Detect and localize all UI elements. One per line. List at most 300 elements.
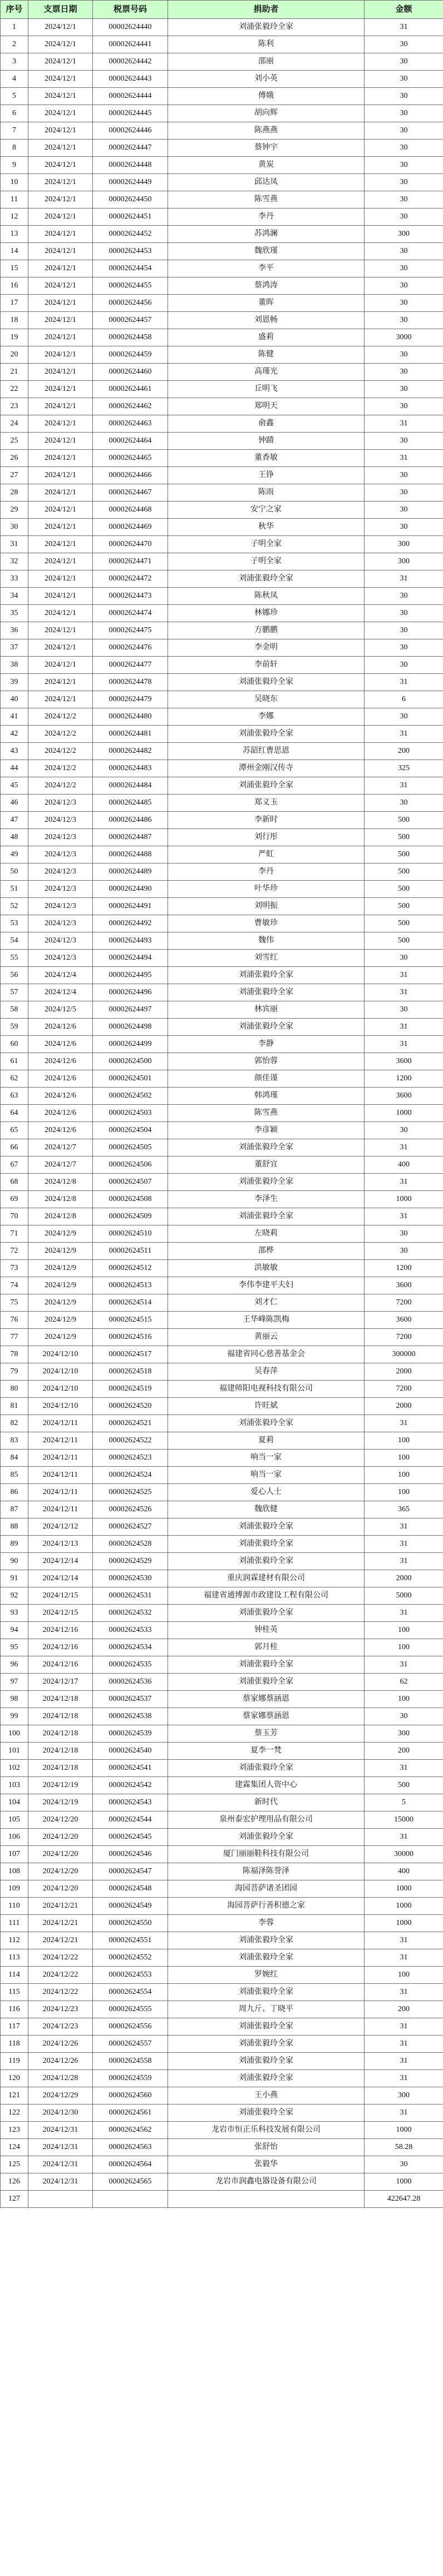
row-donor: 郑义玉 (168, 795, 365, 812)
row-date: 2024/12/1 (28, 295, 93, 312)
header-row (1, 1, 443, 19)
row-index: 53 (1, 915, 28, 932)
table-row (1, 467, 443, 484)
row-date: 2024/12/9 (28, 1312, 93, 1329)
row-amount: 31 (365, 777, 443, 795)
row-index: 69 (1, 1191, 28, 1208)
row-donor: 刘浦张毅玲全家 (168, 1949, 365, 1967)
row-date: 2024/12/21 (28, 1932, 93, 1949)
row-date: 2024/12/14 (28, 1570, 93, 1587)
row-date: 2024/12/28 (28, 2070, 93, 2087)
table-row (1, 898, 443, 915)
row-ticket: 00002624463 (93, 415, 168, 433)
row-donor: 曹敏珍 (168, 915, 365, 932)
row-date: 2024/12/1 (28, 415, 93, 433)
table-row (1, 122, 443, 140)
row-date: 2024/12/1 (28, 536, 93, 553)
row-donor: 李丹 (168, 863, 365, 881)
row-index: 18 (1, 312, 28, 329)
row-ticket: 00002624512 (93, 1260, 168, 1277)
row-amount: 31 (365, 2070, 443, 2087)
row-index: 50 (1, 863, 28, 881)
row-index: 110 (1, 1898, 28, 1915)
table-row (1, 1846, 443, 1863)
row-ticket: 00002624492 (93, 915, 168, 932)
row-date: 2024/12/1 (28, 467, 93, 484)
table-row (1, 433, 443, 450)
table-row (1, 312, 443, 329)
row-date: 2024/12/1 (28, 346, 93, 364)
row-date: 2024/12/22 (28, 1949, 93, 1967)
row-ticket: 00002624442 (93, 53, 168, 71)
row-date: 2024/12/4 (28, 967, 93, 984)
row-date: 2024/12/23 (28, 2018, 93, 2036)
row-date: 2024/12/1 (28, 88, 93, 105)
row-amount: 31 (365, 2105, 443, 2122)
row-index: 42 (1, 726, 28, 743)
row-amount: 30 (365, 519, 443, 536)
row-date: 2024/12/1 (28, 243, 93, 260)
table-row (1, 243, 443, 260)
row-index: 94 (1, 1622, 28, 1639)
row-date: 2024/12/1 (28, 209, 93, 226)
row-date: 2024/12/1 (28, 53, 93, 71)
row-donor: 福建师阳电视科技有限公司 (168, 1381, 365, 1398)
row-index: 41 (1, 708, 28, 726)
row-date: 2024/12/11 (28, 1450, 93, 1467)
row-amount: 31 (365, 450, 443, 467)
row-index: 81 (1, 1398, 28, 1415)
row-donor: 李平 (168, 260, 365, 277)
row-donor: 刘浦张毅玲全家 (168, 1984, 365, 2001)
row-index: 96 (1, 1656, 28, 1674)
row-ticket: 00002624524 (93, 1467, 168, 1484)
table-row (1, 2156, 443, 2173)
row-ticket: 00002624487 (93, 829, 168, 846)
table-row (1, 1898, 443, 1915)
row-amount: 500 (365, 915, 443, 932)
row-amount: 300000 (365, 1346, 443, 1363)
row-donor: 子明全家 (168, 553, 365, 570)
table-row (1, 2173, 443, 2191)
row-ticket: 00002624541 (93, 1760, 168, 1777)
row-date: 2024/12/14 (28, 1553, 93, 1570)
row-date: 2024/12/1 (28, 312, 93, 329)
row-ticket: 00002624514 (93, 1294, 168, 1312)
row-index: 106 (1, 1829, 28, 1846)
row-ticket: 00002624523 (93, 1450, 168, 1467)
row-amount: 31 (365, 1518, 443, 1536)
row-amount: 5000 (365, 1587, 443, 1605)
row-amount: 7200 (365, 1381, 443, 1398)
row-date: 2024/12/1 (28, 381, 93, 398)
row-ticket: 00002624545 (93, 1829, 168, 1846)
table-row (1, 1829, 443, 1846)
row-index: 47 (1, 812, 28, 829)
table-row (1, 812, 443, 829)
table-row (1, 1450, 443, 1467)
row-amount: 30 (365, 88, 443, 105)
table-row (1, 2070, 443, 2087)
total-empty (93, 2191, 168, 2208)
row-date: 2024/12/10 (28, 1363, 93, 1381)
row-donor: 胡向辉 (168, 105, 365, 122)
row-amount: 100 (365, 1691, 443, 1708)
row-date: 2024/12/3 (28, 898, 93, 915)
row-donor: 苏韶红曹思恩 (168, 743, 365, 760)
row-index: 118 (1, 2036, 28, 2053)
row-index: 6 (1, 105, 28, 122)
row-donor: 林娜珍 (168, 605, 365, 622)
row-ticket: 00002624535 (93, 1656, 168, 1674)
row-ticket: 00002624497 (93, 1001, 168, 1019)
row-ticket: 00002624502 (93, 1088, 168, 1105)
row-index: 24 (1, 415, 28, 433)
row-donor: 董香敏 (168, 450, 365, 467)
row-donor: 刘浦张毅玲全家 (168, 2053, 365, 2070)
row-ticket: 00002624499 (93, 1036, 168, 1053)
row-donor: 刘浦张毅玲全家 (168, 1019, 365, 1036)
row-index: 16 (1, 277, 28, 295)
row-index: 44 (1, 760, 28, 777)
row-donor: 陈福泽陈誉泽 (168, 1863, 365, 1880)
row-ticket: 00002624547 (93, 1863, 168, 1880)
row-ticket: 00002624466 (93, 467, 168, 484)
row-index: 7 (1, 122, 28, 140)
row-donor: 蔡钟宇 (168, 140, 365, 157)
row-index: 36 (1, 622, 28, 639)
row-date: 2024/12/2 (28, 708, 93, 726)
row-date: 2024/12/15 (28, 1587, 93, 1605)
row-ticket: 00002624493 (93, 932, 168, 950)
row-index: 92 (1, 1587, 28, 1605)
row-ticket: 00002624563 (93, 2139, 168, 2156)
table-row (1, 1432, 443, 1450)
row-ticket: 00002624469 (93, 519, 168, 536)
table-row (1, 1605, 443, 1622)
row-index: 113 (1, 1949, 28, 1967)
header-donor: 捐助者 (168, 1, 365, 19)
row-date: 2024/12/3 (28, 932, 93, 950)
row-ticket: 00002624472 (93, 570, 168, 588)
row-ticket: 00002624504 (93, 1122, 168, 1139)
row-ticket: 00002624536 (93, 1674, 168, 1691)
table-body (1, 19, 443, 2208)
row-date: 2024/12/11 (28, 1432, 93, 1450)
row-amount: 30 (365, 53, 443, 71)
table-row (1, 1415, 443, 1432)
row-donor: 钟桂英 (168, 1622, 365, 1639)
row-amount: 31 (365, 1656, 443, 1674)
row-ticket: 00002624534 (93, 1639, 168, 1656)
row-date: 2024/12/31 (28, 2139, 93, 2156)
row-amount: 30 (365, 346, 443, 364)
row-amount: 30 (365, 467, 443, 484)
row-donor: 张毅华 (168, 2156, 365, 2173)
row-amount: 30 (365, 1225, 443, 1243)
row-index: 124 (1, 2139, 28, 2156)
row-index: 82 (1, 1415, 28, 1432)
table-row (1, 1777, 443, 1794)
row-index: 20 (1, 346, 28, 364)
table-row (1, 795, 443, 812)
row-index: 51 (1, 881, 28, 898)
row-donor: 建霖集团人资中心 (168, 1777, 365, 1794)
row-index: 103 (1, 1777, 28, 1794)
table-row (1, 2053, 443, 2070)
row-index: 90 (1, 1553, 28, 1570)
table-row (1, 209, 443, 226)
table-row (1, 674, 443, 691)
row-amount: 500 (365, 863, 443, 881)
table-row (1, 1122, 443, 1139)
row-amount: 31 (365, 2018, 443, 2036)
row-amount: 31 (365, 1174, 443, 1191)
row-date: 2024/12/22 (28, 1967, 93, 1984)
row-ticket: 00002624473 (93, 588, 168, 605)
table-row (1, 1312, 443, 1329)
row-ticket: 00002624465 (93, 450, 168, 467)
row-date: 2024/12/9 (28, 1277, 93, 1294)
row-donor: 李新时 (168, 812, 365, 829)
row-index: 83 (1, 1432, 28, 1450)
table-row (1, 915, 443, 932)
row-index: 31 (1, 536, 28, 553)
row-date: 2024/12/31 (28, 2156, 93, 2173)
table-row (1, 1501, 443, 1518)
row-donor: 福建省通博源市政建设工程有限公司 (168, 1587, 365, 1605)
row-amount: 3000 (365, 329, 443, 346)
table-row (1, 1225, 443, 1243)
row-donor: 刘浦张毅玲全家 (168, 1518, 365, 1536)
row-ticket: 00002624509 (93, 1208, 168, 1225)
row-date: 2024/12/1 (28, 19, 93, 36)
table-row (1, 1587, 443, 1605)
row-ticket: 00002624506 (93, 1157, 168, 1174)
row-amount: 500 (365, 898, 443, 915)
row-donor: 董晖 (168, 295, 365, 312)
row-amount: 58.28 (365, 2139, 443, 2156)
row-ticket: 00002624561 (93, 2105, 168, 2122)
row-date: 2024/12/6 (28, 1053, 93, 1070)
row-amount: 300 (365, 226, 443, 243)
row-date: 2024/12/16 (28, 1622, 93, 1639)
row-index: 126 (1, 2173, 28, 2191)
row-amount: 3600 (365, 1053, 443, 1070)
row-amount: 30 (365, 140, 443, 157)
row-date: 2024/12/16 (28, 1656, 93, 1674)
row-ticket: 00002624554 (93, 1984, 168, 2001)
row-donor: 蔡鸿涛 (168, 277, 365, 295)
table-row (1, 1191, 443, 1208)
row-index: 25 (1, 433, 28, 450)
row-amount: 31 (365, 1415, 443, 1432)
row-donor: 李金明 (168, 639, 365, 657)
row-index: 23 (1, 398, 28, 415)
row-date: 2024/12/13 (28, 1536, 93, 1553)
row-index: 58 (1, 1001, 28, 1019)
row-index: 32 (1, 553, 28, 570)
table-row (1, 1139, 443, 1157)
row-amount: 300 (365, 2087, 443, 2105)
row-index: 34 (1, 588, 28, 605)
row-donor: 左晓莉 (168, 1225, 365, 1243)
row-donor: 刘浦张毅玲全家 (168, 726, 365, 743)
row-date: 2024/12/1 (28, 433, 93, 450)
table-row (1, 1381, 443, 1398)
row-date: 2024/12/1 (28, 329, 93, 346)
row-ticket: 00002624447 (93, 140, 168, 157)
row-date: 2024/12/1 (28, 191, 93, 209)
row-amount: 6 (365, 691, 443, 708)
row-donor: 颜佳谨 (168, 1070, 365, 1088)
table-row (1, 1863, 443, 1880)
row-donor: 秋华 (168, 519, 365, 536)
row-donor: 林宾丽 (168, 1001, 365, 1019)
row-donor: 刘浦张毅玲全家 (168, 2018, 365, 2036)
row-amount: 30 (365, 605, 443, 622)
table-row (1, 88, 443, 105)
table-row (1, 1811, 443, 1829)
row-donor: 福建省同心慈善基金会 (168, 1346, 365, 1363)
row-date: 2024/12/2 (28, 726, 93, 743)
row-donor: 刘浦张毅玲全家 (168, 1829, 365, 1846)
table-row (1, 1708, 443, 1725)
row-amount: 31 (365, 1829, 443, 1846)
row-amount: 30 (365, 312, 443, 329)
row-ticket: 00002624485 (93, 795, 168, 812)
table-row (1, 1553, 443, 1570)
row-ticket: 00002624484 (93, 777, 168, 795)
row-index: 12 (1, 209, 28, 226)
row-amount: 30 (365, 1243, 443, 1260)
table-row (1, 1880, 443, 1898)
row-amount: 30 (365, 950, 443, 967)
row-donor: 刘明振 (168, 898, 365, 915)
row-date: 2024/12/23 (28, 2001, 93, 2018)
row-amount: 500 (365, 829, 443, 846)
row-ticket: 00002624477 (93, 657, 168, 674)
row-index: 28 (1, 484, 28, 502)
row-ticket: 00002624489 (93, 863, 168, 881)
row-date: 2024/12/21 (28, 1915, 93, 1932)
row-date: 2024/12/31 (28, 2173, 93, 2191)
total-row (1, 2191, 443, 2208)
row-date: 2024/12/3 (28, 829, 93, 846)
table-row (1, 1691, 443, 1708)
row-index: 86 (1, 1484, 28, 1501)
row-ticket: 00002624459 (93, 346, 168, 364)
row-amount: 30 (365, 639, 443, 657)
row-donor: 陈燕燕 (168, 122, 365, 140)
row-index: 78 (1, 1346, 28, 1363)
row-index: 68 (1, 1174, 28, 1191)
row-donor: 龙岩市润鑫电器设备有限公司 (168, 2173, 365, 2191)
row-date: 2024/12/1 (28, 622, 93, 639)
row-ticket: 00002624546 (93, 1846, 168, 1863)
row-amount: 30 (365, 277, 443, 295)
row-amount: 31 (365, 1036, 443, 1053)
row-ticket: 00002624537 (93, 1691, 168, 1708)
row-amount: 400 (365, 1157, 443, 1174)
row-index: 29 (1, 502, 28, 519)
row-donor: 韩鸿瑾 (168, 1088, 365, 1105)
row-index: 38 (1, 657, 28, 674)
row-ticket: 00002624498 (93, 1019, 168, 1036)
row-donor: 刘浦张毅玲全家 (168, 1174, 365, 1191)
row-donor: 李娜 (168, 708, 365, 726)
table-row (1, 743, 443, 760)
row-amount: 500 (365, 846, 443, 863)
row-index: 84 (1, 1450, 28, 1467)
row-index: 89 (1, 1536, 28, 1553)
row-ticket: 00002624521 (93, 1415, 168, 1432)
row-date: 2024/12/19 (28, 1777, 93, 1794)
row-index: 80 (1, 1381, 28, 1398)
table-row (1, 657, 443, 674)
row-amount: 300 (365, 553, 443, 570)
row-ticket: 00002624491 (93, 898, 168, 915)
row-date: 2024/12/10 (28, 1346, 93, 1363)
row-donor: 魏欣瑾 (168, 243, 365, 260)
row-amount: 30 (365, 209, 443, 226)
row-ticket: 00002624443 (93, 71, 168, 88)
row-ticket: 00002624475 (93, 622, 168, 639)
row-amount: 1000 (365, 1915, 443, 1932)
row-index: 121 (1, 2087, 28, 2105)
row-donor: 苏鸿澜 (168, 226, 365, 243)
row-ticket: 00002624533 (93, 1622, 168, 1639)
row-date: 2024/12/3 (28, 846, 93, 863)
row-ticket: 00002624530 (93, 1570, 168, 1587)
row-index: 76 (1, 1312, 28, 1329)
row-ticket: 00002624470 (93, 536, 168, 553)
row-index: 3 (1, 53, 28, 71)
row-amount: 31 (365, 2036, 443, 2053)
table-row (1, 1639, 443, 1656)
row-ticket: 00002624516 (93, 1329, 168, 1346)
table-row (1, 174, 443, 191)
row-amount: 31 (365, 1019, 443, 1036)
row-amount: 1000 (365, 2122, 443, 2139)
row-amount: 30 (365, 381, 443, 398)
row-amount: 30 (365, 105, 443, 122)
row-ticket: 00002624457 (93, 312, 168, 329)
row-donor: 夏莉 (168, 1432, 365, 1450)
row-ticket: 00002624444 (93, 88, 168, 105)
row-ticket: 00002624559 (93, 2070, 168, 2087)
row-ticket: 00002624511 (93, 1243, 168, 1260)
row-index: 75 (1, 1294, 28, 1312)
row-donor: 董舒宜 (168, 1157, 365, 1174)
row-ticket: 00002624451 (93, 209, 168, 226)
row-index: 101 (1, 1743, 28, 1760)
row-amount: 30 (365, 795, 443, 812)
row-donor: 刘浦张毅玲全家 (168, 674, 365, 691)
row-index: 98 (1, 1691, 28, 1708)
table-row (1, 295, 443, 312)
row-index: 63 (1, 1088, 28, 1105)
table-row (1, 398, 443, 415)
row-ticket: 00002624474 (93, 605, 168, 622)
row-index: 93 (1, 1605, 28, 1622)
table-row (1, 950, 443, 967)
row-amount: 31 (365, 967, 443, 984)
row-donor: 刘浦张毅玲全家 (168, 2105, 365, 2122)
table-row (1, 1019, 443, 1036)
row-date: 2024/12/11 (28, 1415, 93, 1432)
row-donor: 刘浦张毅玲全家 (168, 1536, 365, 1553)
